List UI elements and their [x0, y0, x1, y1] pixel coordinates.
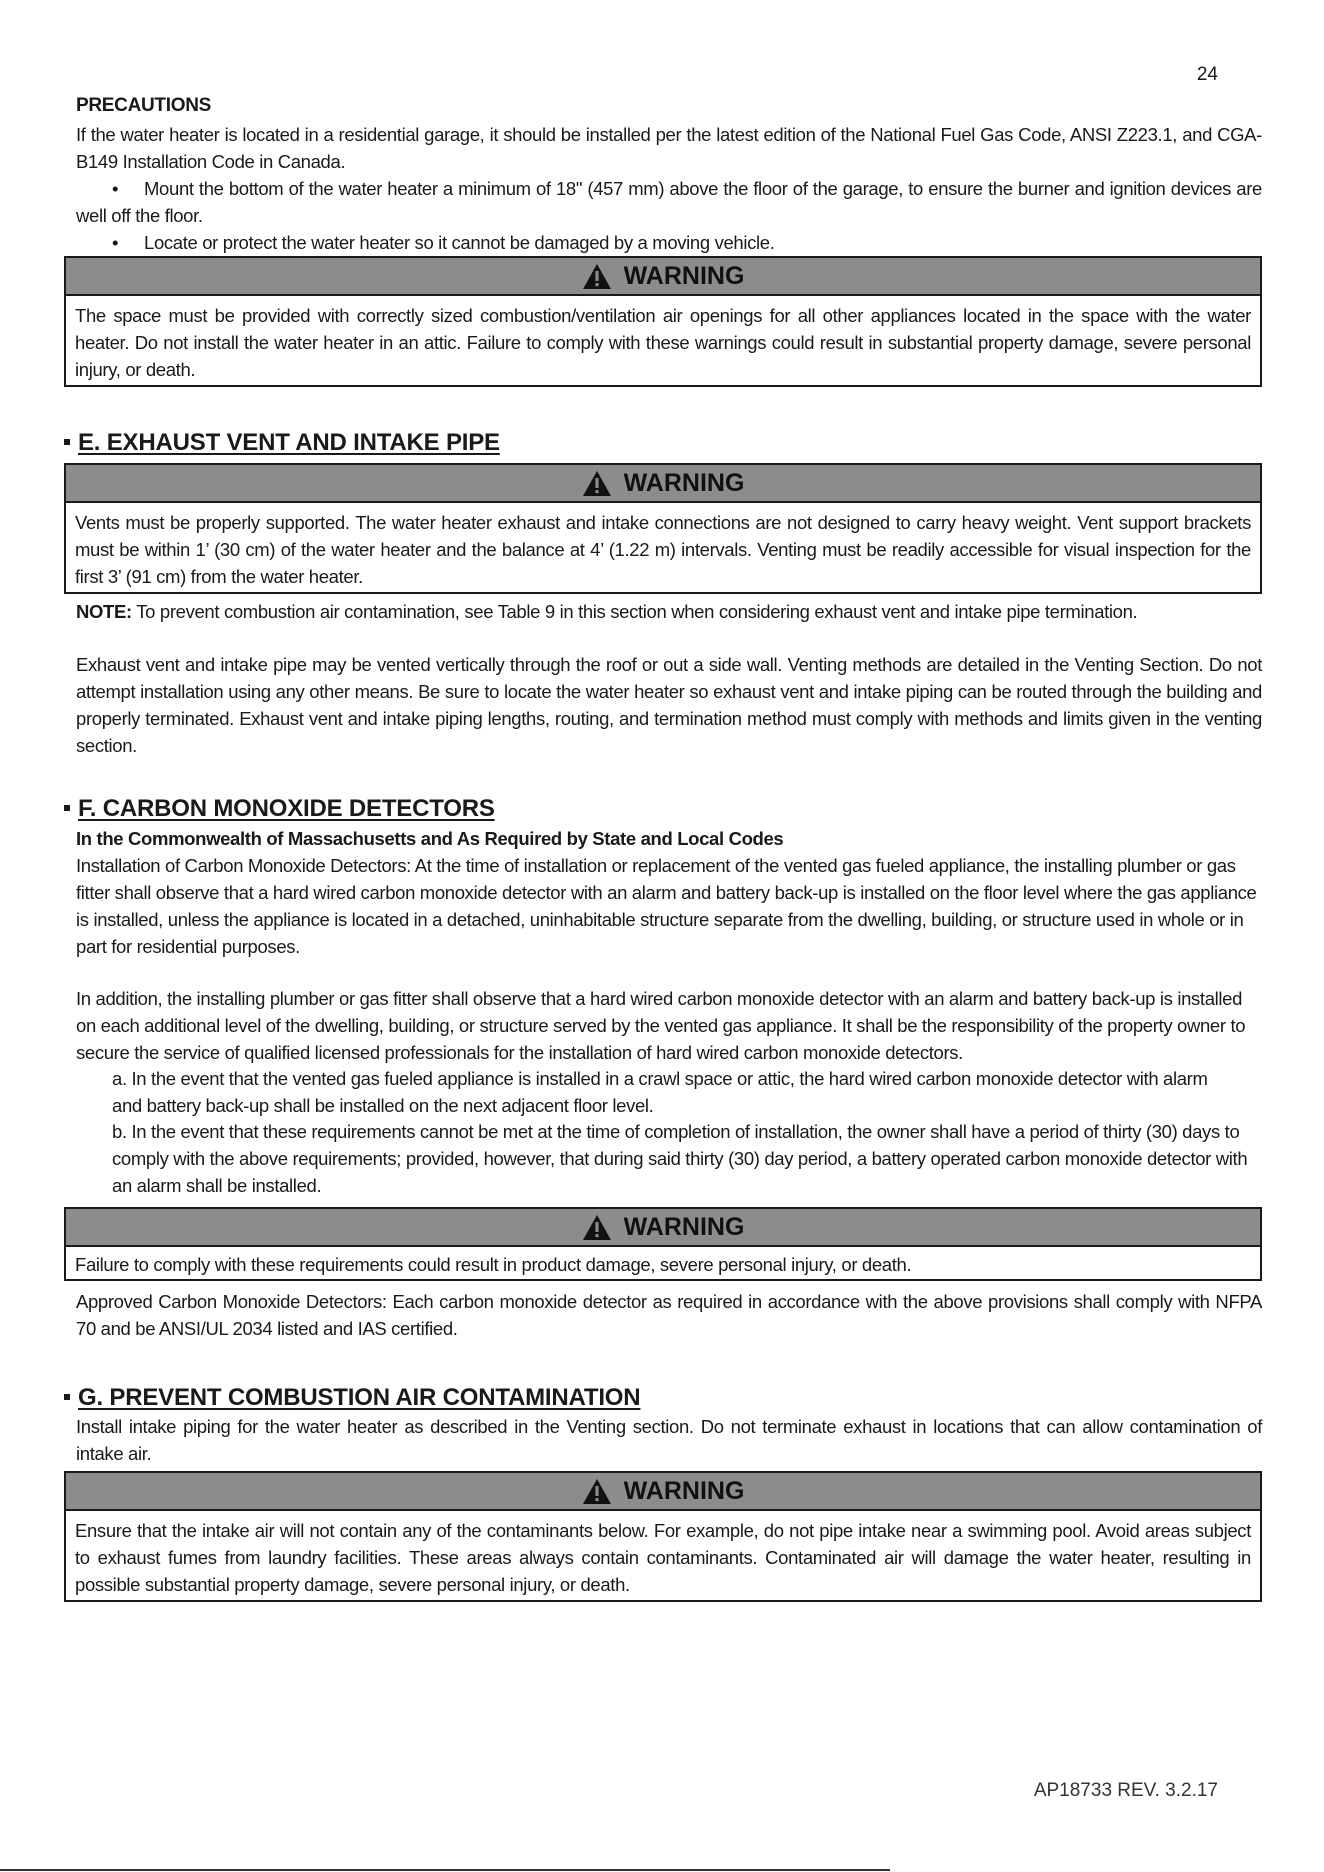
precautions-title: PRECAUTIONS: [76, 95, 211, 116]
warning-triangle-icon: [582, 1214, 612, 1241]
warning-header: [66, 258, 1260, 296]
warning-box-precautions: [64, 256, 1262, 387]
section-g-paragraph: Install intake piping for the water heater as described in the Venting section. Do not terminate exhaust in locations that can allow contamination of intake air.: [76, 1416, 1262, 1464]
warning-triangle-icon: [582, 470, 612, 497]
warning-label: WARNING: [623, 261, 745, 290]
warning-text: Vents must be properly supported. The water heater exhaust and intake connections are not designed to carry heavy weight. Vent support brackets must be within 1’ (30 cm) of the water heater and the balance at 4’ (1.22 m) intervals. Venting must be readily accessible for visual inspection for the first 3’ (91 cm) from the water heater.: [75, 512, 1251, 587]
warning-text: Ensure that the intake air will not contain any of the contaminants below. For example, do not pipe intake near a swimming pool. Avoid areas subject to exhaust fumes from laundry facilities. These areas always contain contaminants. Contaminated air will damage the water heater, resulting in possible substantial property damage, severe personal injury, or death.: [75, 1520, 1251, 1595]
bullet-icon: •: [112, 178, 119, 199]
warning-label: WARNING: [623, 1476, 745, 1505]
warning-triangle-icon: [582, 1478, 612, 1505]
square-bullet-icon: [64, 805, 70, 811]
section-f-paragraph-1: Installation of Carbon Monoxide Detectors: At the time of installation or replacement of the vented gas fueled appliance, the installing plumber or gas fitter shall observe that a hard wired carbon monoxide detector with an alarm and battery back-up is installed on the floor level where the gas appliance is installed, unless the appliance is located in a detached, uninhabitable structure separate from the dwelling, building, or structure used in whole or in part for residential purposes.: [76, 855, 1257, 957]
section-e-title: E. EXHAUST VENT AND INTAKE PIPE: [64, 429, 500, 457]
warning-box-detectors: [64, 1207, 1262, 1281]
section-f-item-b: b. In the event that these requirements cannot be met at the time of completion of installation, the owner shall have a period of thirty (30) days to comply with the above requirements; provided, however, that during said thirty (30) day period, a battery operated carbon monoxide detector with an alarm shall be installed.: [112, 1121, 1248, 1196]
bullet-text: Locate or protect the water heater so it cannot be damaged by a moving vehicle.: [144, 232, 775, 253]
warning-label: WARNING: [623, 1212, 745, 1241]
note-label: NOTE:: [76, 601, 132, 622]
section-e-note: [76, 598, 1262, 625]
section-g-title: G. PREVENT COMBUSTION AIR CONTAMINATION: [64, 1384, 640, 1412]
bullet-text: Mount the bottom of the water heater a minimum of 18" (457 mm) above the floor of the garage, to ensure the burner and ignition devices are well off the floor.: [76, 178, 1262, 226]
warning-header: [66, 1473, 1260, 1511]
section-f-subhead: In the Commonwealth of Massachusetts and As Required by State and Local Codes: [76, 828, 784, 849]
page-number: 24: [1196, 64, 1218, 85]
square-bullet-icon: [64, 1394, 70, 1400]
warning-label: WARNING: [623, 468, 745, 497]
warning-triangle-icon: [582, 263, 612, 290]
section-e-paragraph: Exhaust vent and intake pipe may be vented vertically through the roof or out a side wall. Venting methods are detailed in the Venting Section. Do not attempt installation using any other means. Be sure to locate the water heater so exhaust vent and intake piping can be routed through the building and properly terminated. Exhaust vent and intake piping lengths, routing, and termination method must comply with methods and limits given in the venting section.: [76, 654, 1262, 756]
section-f-paragraph-2: In addition, the installing plumber or gas fitter shall observe that a hard wired carbon monoxide detector with an alarm and battery back-up is installed on each additional level of the dwelling, building, or structure served by the vented gas appliance. It shall be the responsibility of the property owner to secure the service of qualified licensed professionals for the installation of hard wired carbon monoxide detectors.: [76, 988, 1246, 1063]
section-f-item-a: a. In the event that the vented gas fueled appliance is installed in a crawl space or attic, the hard wired carbon monoxide detector with alarm and battery back-up shall be installed on the next adjacent floor level.: [112, 1068, 1208, 1116]
section-f-title: F. CARBON MONOXIDE DETECTORS: [64, 795, 495, 823]
bullet-icon: •: [112, 232, 119, 253]
revision-label: AP18733 REV. 3.2.17: [1033, 1780, 1218, 1801]
warning-header: [66, 465, 1260, 503]
footer-divider: [0, 1869, 890, 1871]
precautions-bullet-1: [76, 175, 1262, 229]
warning-box-contamination: [64, 1471, 1262, 1602]
square-bullet-icon: [64, 439, 70, 445]
note-text: To prevent combustion air contamination, see Table 9 in this section when considering exhaust vent and intake pipe termination.: [131, 601, 1138, 622]
warning-box-vents: [64, 463, 1262, 594]
precautions-intro: If the water heater is located in a residential garage, it should be installed per the latest edition of the National Fuel Gas Code, ANSI Z223.1, and CGA-B149 Installation Code in Canada.: [76, 124, 1262, 172]
section-f-approved: Approved Carbon Monoxide Detectors: Each carbon monoxide detector as required in accordance with the above provisions shall comply with NFPA 70 and be ANSI/UL 2034 listed and IAS certified.: [76, 1291, 1262, 1339]
precautions-bullet-2: [76, 229, 1262, 256]
warning-header: [66, 1209, 1260, 1247]
warning-text: Failure to comply with these requirements could result in product damage, severe personal injury, or death.: [75, 1254, 912, 1275]
warning-text: The space must be provided with correctly sized combustion/ventilation air openings for all other appliances located in the space with the water heater. Do not install the water heater in an attic. Failure to comply with these warnings could result in substantial property damage, severe personal injury, or death.: [75, 305, 1251, 380]
